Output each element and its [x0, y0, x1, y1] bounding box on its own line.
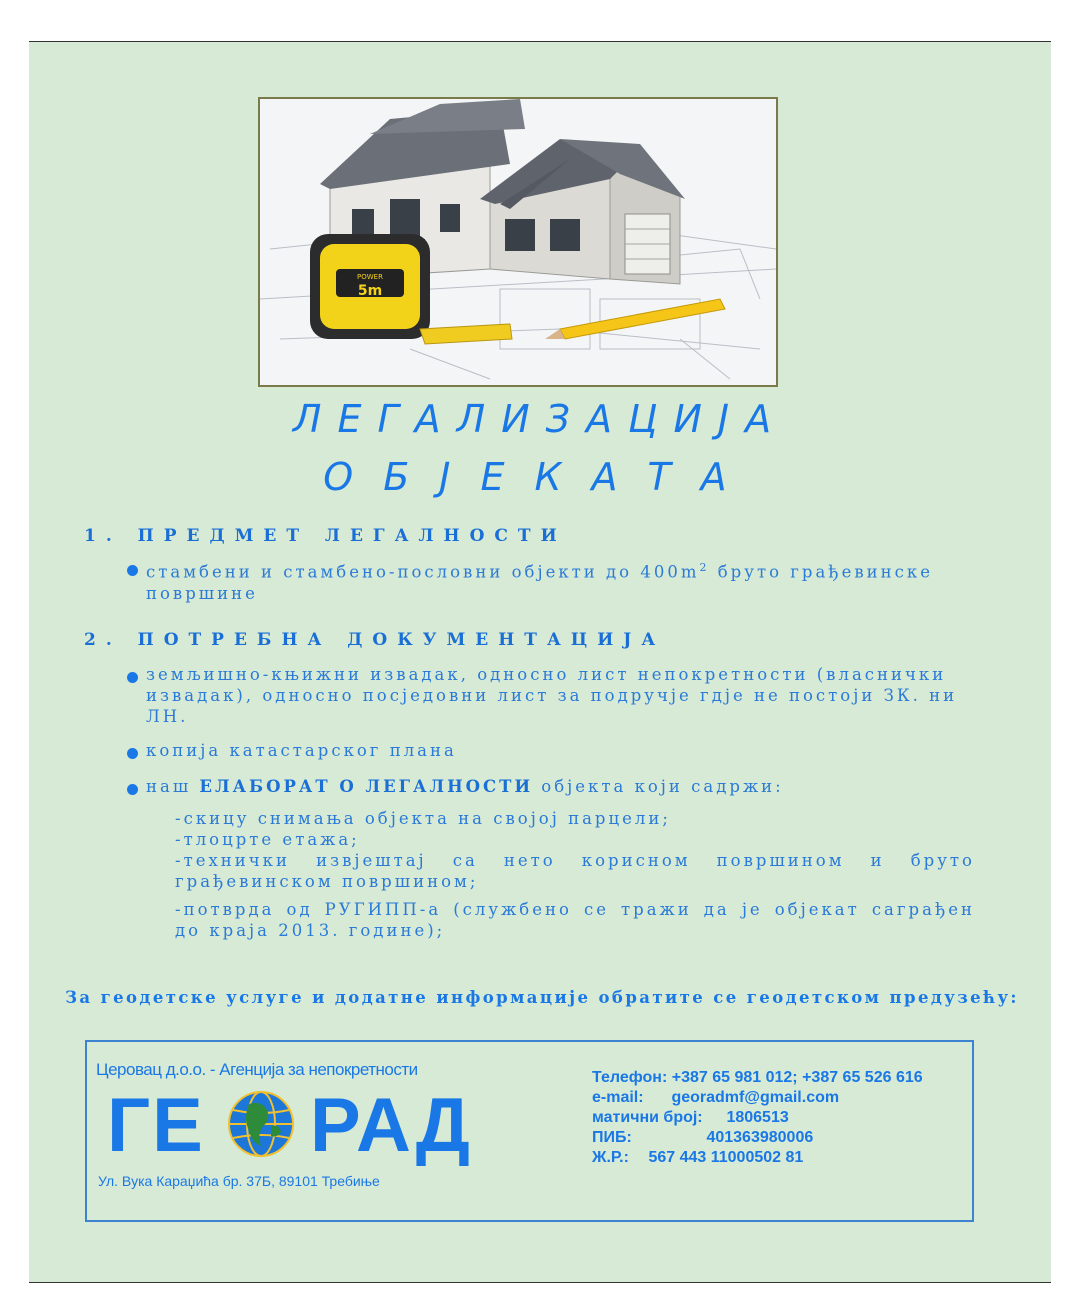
- section2-item3-post: објекта који садржи:: [533, 777, 784, 796]
- mb-label: матични број:: [592, 1109, 703, 1126]
- section2-item1: земљишно-књижни извадак, односно лист непокретности (власнички извадак), односно посједовни лист за подручје гдје не постоји ЗК. ни ЛН.: [146, 665, 958, 726]
- page-title-line2: ОБЈЕКАТА: [323, 455, 757, 499]
- sub-item-3: -технички извјештај са нето корисном површином и бруто грађевинском површином;: [175, 851, 975, 891]
- contact-info: [592, 1068, 923, 1168]
- zr-value: 567 443 11000502 81: [648, 1149, 804, 1166]
- section1-heading: 1. ПРЕДМЕТ ЛЕГАЛНОСТИ: [84, 526, 567, 546]
- company-name: Церовац д.о.о. - Агенција за непокретности: [96, 1060, 418, 1079]
- phone-label: Телефон:: [592, 1069, 668, 1086]
- sub-item-1: -скицу снимања објекта на својој парцели;: [175, 809, 671, 828]
- section2-item3-pre: наш: [146, 777, 200, 796]
- section2-heading: 2. ПОТРЕБНА ДОКУМЕНТАЦИЈА: [84, 630, 666, 650]
- section1-item: [146, 557, 1006, 604]
- zr-label: Ж.Р.:: [592, 1149, 629, 1166]
- section2-item2: копија катастарског плана: [146, 741, 457, 760]
- bullet-icon: [127, 784, 138, 795]
- email-label: e-mail:: [592, 1089, 644, 1106]
- tape-size-text: 5m: [357, 283, 383, 299]
- company-address: Ул. Вука Караџића бр. 37Б, 89101 Требиње: [98, 1173, 380, 1189]
- house-illustration: [260, 99, 776, 385]
- logo-text-right: РАД: [310, 1083, 472, 1168]
- tape-brand-text: POWER: [357, 273, 383, 281]
- pib-label: ПИБ:: [592, 1129, 632, 1146]
- email-value[interactable]: georadmf@gmail.com: [671, 1089, 840, 1106]
- logo-text-left: ГЕ: [107, 1083, 205, 1168]
- mb-value: 1806513: [726, 1109, 789, 1126]
- section1-item-text: стамбени и стамбено-пословни објекти до 400m: [146, 562, 700, 582]
- company-card: [85, 1040, 974, 1222]
- house-photo: [258, 97, 778, 387]
- bullet-icon: [127, 748, 138, 759]
- phone-value: +387 65 981 012; +387 65 526 616: [671, 1069, 923, 1086]
- globe-icon: [227, 1090, 295, 1158]
- contact-line: За геодетске услуге и додатне информације обратите се геодетском предузећу:: [65, 988, 1019, 1007]
- section1-item-text-end: бруто грађевинске површине: [146, 562, 933, 603]
- bullet-icon: [127, 672, 138, 683]
- bullet-icon: [127, 565, 138, 576]
- flyer-sheet: [29, 41, 1051, 1283]
- elaborat-bold: ЕЛАБОРАТ О ЛЕГАЛНОСТИ: [199, 777, 534, 796]
- page-title-line1: ЛЕГАЛИЗАЦИЈА: [292, 397, 788, 441]
- section2-item3: [146, 776, 784, 797]
- sub-item-2: -тлоцрте етажа;: [175, 830, 360, 849]
- section1-item-sup: 2: [699, 561, 710, 574]
- sub-item-4: -потврда од РУГИПП-а (службено се тражи да је објекат саграђен до краја 2013. године);: [175, 900, 975, 940]
- pib-value: 401363980006: [706, 1129, 814, 1146]
